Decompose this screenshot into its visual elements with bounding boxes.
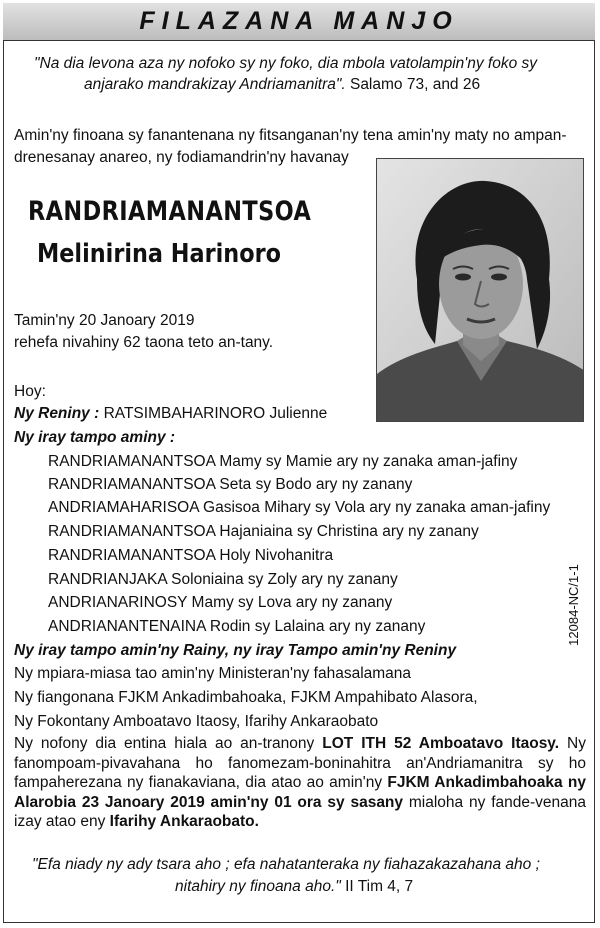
quote-bottom-text: nitahiry ny finoana aho." (175, 878, 341, 895)
mother-name: RATSIMBAHARINORO Julienne (99, 405, 328, 422)
sibling-item: ANDRIANARINOSY Mamy sy Lova ary ny zanany (48, 594, 393, 611)
fokontany-line: Ny Fokontany Amboatavo Itaosy, Ifarihy Ankaraobato (14, 713, 379, 730)
sibling-item: RANDRIAMANANTSOA Seta sy Bodo ary ny zanany (48, 476, 413, 493)
death-date: Tamin'ny 20 Janoary 2019 (14, 312, 195, 329)
notice-title: FILAZANA MANJO (139, 7, 459, 35)
sibling-item: RANDRIANJAKA Soloniaina sy Zoly ary ny zanany (48, 571, 398, 588)
sibling-item: RANDRIAMANANTSOA Holy Nivohanitra (48, 547, 334, 564)
quote-bottom-ref: II Tim 4, 7 (340, 878, 414, 895)
parents-siblings-line: Ny iray tampo amin'ny Rainy, ny iray Tampo amin'ny Reniny (14, 642, 457, 659)
reference-code: 12084-NC/1-1 (566, 564, 581, 646)
quote-bottom-line1: "Efa niady ny ady tsara aho ; efa nahatanteraka ny fiahazakazahana aho ; (32, 856, 540, 873)
hoy-label: Hoy: (14, 383, 46, 400)
funeral-text-1: Ny nofony dia entina hiala ao an-tranony (14, 735, 323, 752)
siblings-label: Ny iray tampo aminy : (14, 429, 176, 446)
funeral-paragraph (14, 734, 586, 832)
quote-bottom-line2 (175, 877, 413, 896)
sibling-item: RANDRIAMANANTSOA Mamy sy Mamie ary ny zanaka aman-jafiny (48, 453, 518, 470)
portrait-photo-icon (377, 159, 584, 422)
mother-label: Ny Reniny : (14, 405, 100, 422)
burial-place: Ifarihy Ankaraobato. (109, 813, 259, 830)
quote-top-line1: "Na dia levona aza ny nofoko sy ny foko, dia mbola vatolampin'ny foko sy (34, 55, 538, 72)
funeral-text-2: Ny fanompoam-pivavahana ho fanomezam-boninahitra an'Andriamanitra sy ho fampaherezana ny fianakaviana, dia atao ao amin'ny (14, 735, 587, 791)
mother-line (14, 404, 327, 423)
quote-top-text: anjarako mandrakizay Andriamanitra". (84, 76, 346, 93)
deceased-given-names: Melinirina Harinoro (37, 239, 281, 269)
colleagues-line: Ny mpiara-miasa tao amin'ny Ministeran'ny fahasalamana (14, 665, 412, 682)
intro-line1: Amin'ny finoana sy fanantenana ny fitsanganan'ny tena amin'ny maty no ampan- (14, 127, 567, 144)
notice-header (3, 3, 595, 41)
deceased-surname: RANDRIAMANANTSOA (28, 196, 312, 227)
churches-line: Ny fiangonana FJKM Ankadimbahoaka, FJKM Ampahibato Alasora, (14, 689, 478, 706)
sibling-item: ANDRIAMAHARISOA Gasisoa Mihary sy Vola ary ny zanaka aman-jafiny (48, 499, 551, 516)
funeral-service-details: FJKM Ankadimbahoaka ny Alarobia 23 Janoary 2019 amin'ny 01 ora sy sasany (14, 774, 586, 811)
quote-top-line2 (84, 75, 480, 94)
intro-line2: drenesanay anareo, ny fodiamandrin'ny havanay (14, 149, 349, 166)
portrait-photo (376, 158, 584, 422)
age-line: rehefa nivahiny 62 taona teto an-tany. (14, 334, 274, 351)
sibling-item: ANDRIANANTENAINA Rodin sy Lalaina ary ny zanany (48, 618, 426, 635)
sibling-item: RANDRIAMANANTSOA Hajaniaina sy Christina ary ny zanany (48, 523, 479, 540)
quote-top-ref: Salamo 73, and 26 (345, 76, 481, 93)
funeral-text-3: mialoha ny fande-venana izay atao eny (14, 793, 587, 830)
funeral-home-address: LOT ITH 52 Amboatavo Itaosy. (322, 735, 560, 752)
